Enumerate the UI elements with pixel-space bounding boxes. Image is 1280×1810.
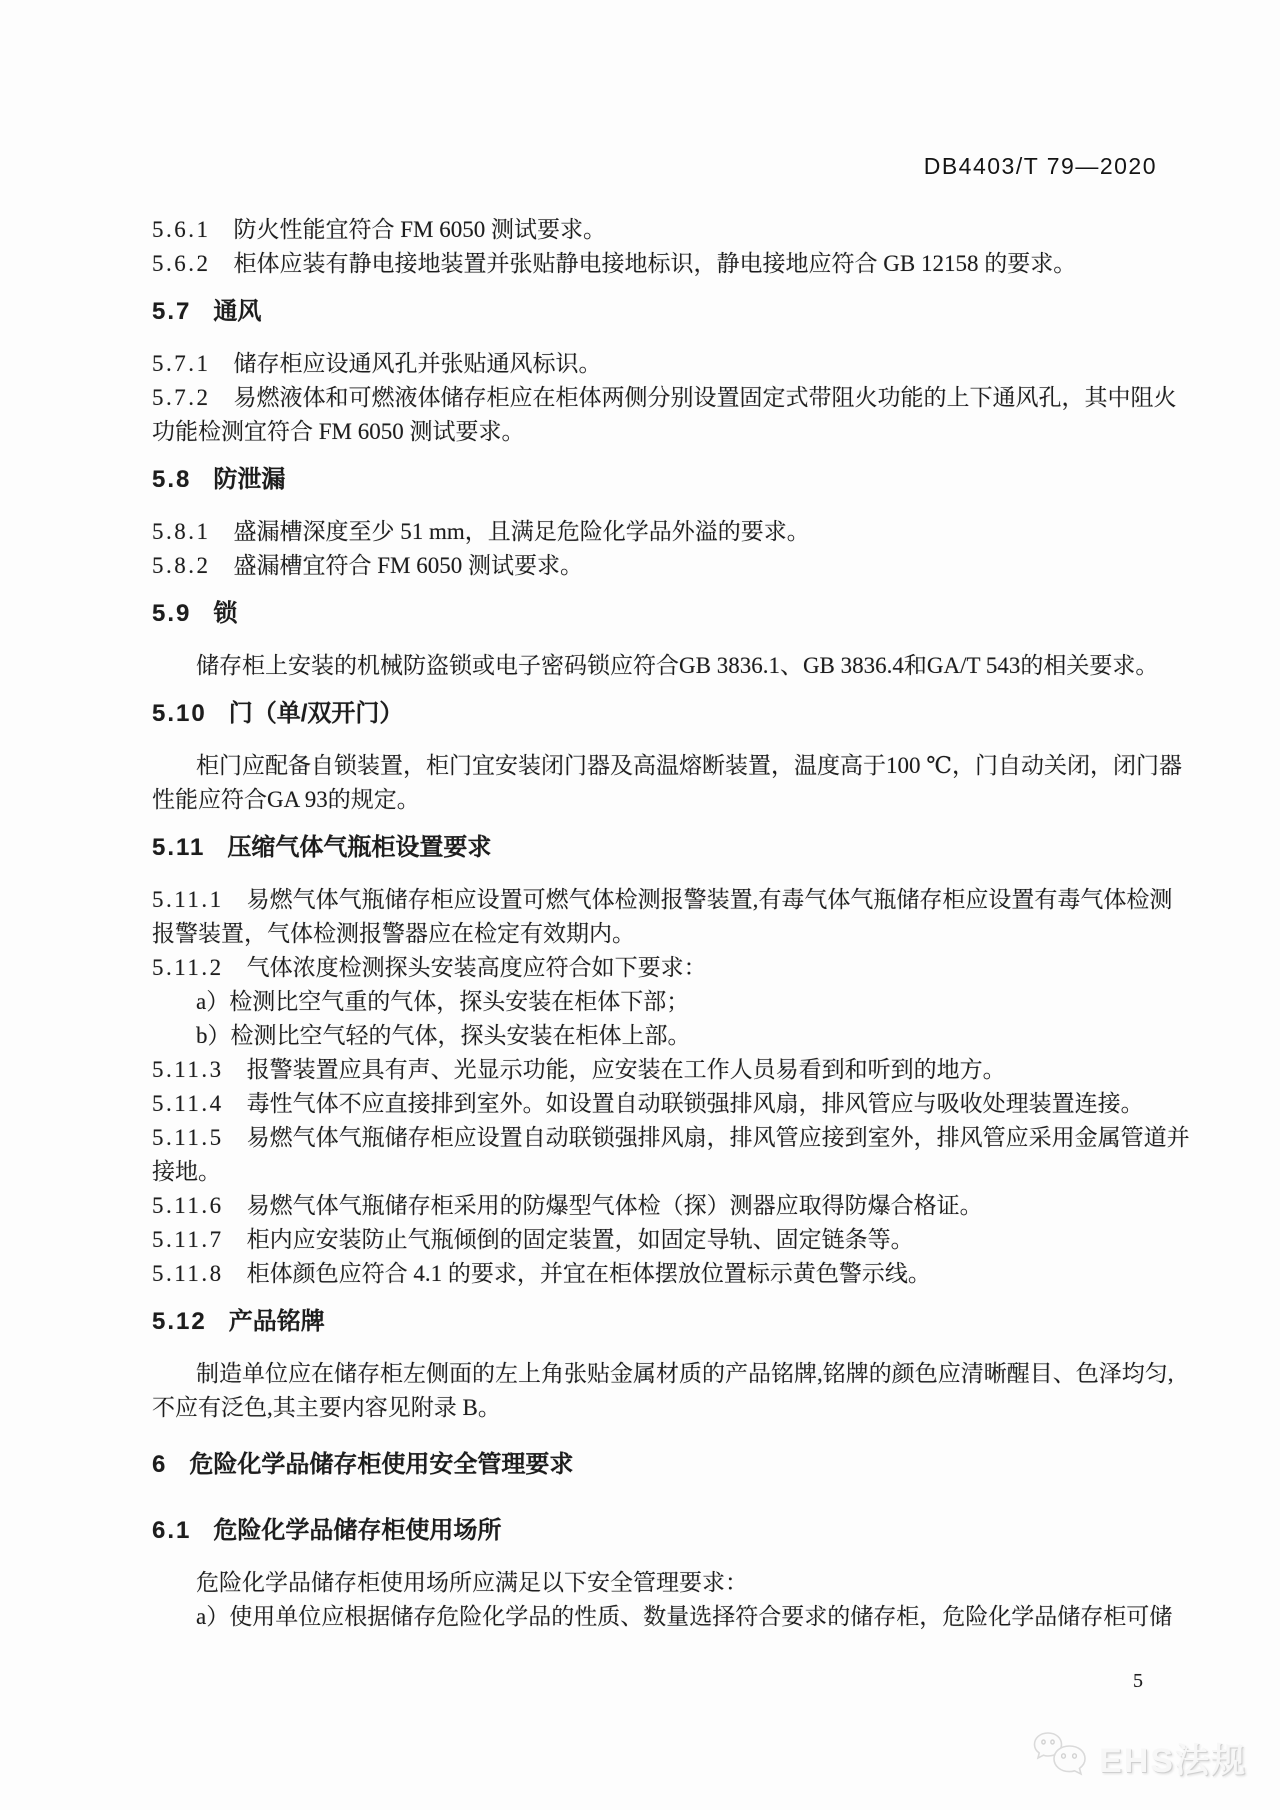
clause-5-8-1 (152, 515, 1157, 549)
list-item-a-6-1 (152, 1600, 1173, 1634)
line-text: 易燃液体和可燃液体储存柜应在柜体两侧分别设置固定式带阻火功能的上下通风孔，其中阻火 (233, 385, 1177, 410)
clause-5-8-2 (152, 549, 1157, 583)
line-text: 产品铭牌 (228, 1308, 325, 1335)
line-text: 危险化学品储存柜使用场所应满足以下安全管理要求： (196, 1570, 748, 1595)
clause-number: 5.7.2 (152, 385, 211, 410)
page-number: 5 (1133, 1670, 1143, 1692)
clause-5-11-1 (152, 883, 1173, 917)
line-text: 不应有泛色,其主要内容见附录 B。 (152, 1395, 501, 1420)
heading-5-8 (152, 463, 1157, 497)
clause-number: 5.11.3 (152, 1057, 224, 1082)
line-text: 盛漏槽宜符合 FM 6050 测试要求。 (233, 553, 583, 578)
clause-5-11-5 (152, 1121, 1190, 1155)
line-text: 柜体应装有静电接地装置并张贴静电接地标识，静电接地应符合 GB 12158 的要求。 (233, 251, 1077, 276)
clause-number: 6.1 (152, 1517, 192, 1544)
clause-number: 5.6.1 (152, 217, 211, 242)
list-item-a (152, 985, 1157, 1019)
clause-number: 6 (152, 1451, 168, 1478)
heading-5-9 (152, 597, 1157, 631)
para-5-10-cont (152, 783, 1157, 817)
line-text: 报警装置，气体检测报警器应在检定有效期内。 (152, 921, 635, 946)
para-5-12-cont (152, 1391, 1157, 1425)
line-text: 性能应符合GA 93的规定。 (152, 787, 420, 812)
clause-number: 5.11.6 (152, 1193, 224, 1218)
clause-number: 5.12 (152, 1308, 207, 1335)
standard-number-header: DB4403/T 79—2020 (923, 153, 1157, 179)
clause-5-7-1 (152, 347, 1157, 381)
clause-number: 5.10 (152, 700, 207, 727)
clause-number: 5.9 (152, 600, 192, 627)
line-text: 柜门应配备自锁装置，柜门宜安装闭门器及高温熔断装置，温度高于100 ℃，门自动关闭，闭门器 (196, 753, 1182, 778)
line-text: 功能检测宜符合 FM 6050 测试要求。 (152, 419, 525, 444)
heading-5-11 (152, 831, 1157, 865)
line-text: 盛漏槽深度至少 51 mm，且满足危险化学品外溢的要求。 (233, 519, 810, 544)
clause-number: 5.8.2 (152, 553, 211, 578)
clause-5-11-5-cont (152, 1155, 1157, 1189)
clause-number: 5.11.1 (152, 887, 224, 912)
heading-6 (152, 1448, 1157, 1482)
clause-5-7-2-cont (152, 415, 1157, 449)
list-item-b (152, 1019, 1157, 1053)
line-text: 易燃气体气瓶储存柜应设置自动联锁强排风扇，排风管应接到室外，排风管应采用金属管道并 (246, 1125, 1190, 1150)
clause-number: 5.11.2 (152, 955, 224, 980)
clause-5-11-1-cont (152, 917, 1157, 951)
heading-6-1 (152, 1514, 1157, 1548)
clause-number: 5.11.7 (152, 1227, 224, 1252)
line-text: 防火性能宜符合 FM 6050 测试要求。 (233, 217, 606, 242)
line-text: 报警装置应具有声、光显示功能，应安装在工作人员易看到和听到的地方。 (246, 1057, 1006, 1082)
para-6-1 (152, 1566, 1157, 1600)
clause-5-6-2 (152, 247, 1157, 281)
para-5-10 (152, 749, 1182, 783)
line-text: 锁 (213, 600, 238, 627)
watermark (1032, 1730, 1247, 1784)
document-body (152, 213, 1190, 1634)
line-text: 柜体颜色应符合 4.1 的要求，并宜在柜体摆放位置标示黄色警示线。 (246, 1261, 931, 1286)
clause-5-11-6 (152, 1189, 1157, 1223)
line-text: 储存柜上安装的机械防盗锁或电子密码锁应符合GB 3836.1、GB 3836.4和GA/T 543的相关要求。 (196, 653, 1159, 678)
clause-number: 5.11 (152, 834, 206, 861)
line-text: 门（单/双开门） (228, 700, 404, 727)
clause-5-11-7 (152, 1223, 1157, 1257)
document-content (152, 153, 1190, 1695)
line-text: a）检测比空气重的气体，探头安装在柜体下部； (196, 989, 690, 1014)
clause-5-11-3 (152, 1053, 1157, 1087)
line-text: 毒性气体不应直接排到室外。如设置自动联锁强排风扇，排风管应与吸收处理装置连接。 (246, 1091, 1144, 1116)
line-text: 储存柜应设通风孔并张贴通风标识。 (233, 351, 602, 376)
line-text: 易燃气体气瓶储存柜应设置可燃气体检测报警装置,有毒气体气瓶储存柜应设置有毒气体检测 (246, 887, 1173, 912)
heading-5-12 (152, 1305, 1157, 1339)
clause-5-11-2 (152, 951, 1157, 985)
clause-5-7-2 (152, 381, 1177, 415)
line-text: a）使用单位应根据储存危险化学品的性质、数量选择符合要求的储存柜，危险化学品储存柜可储 (196, 1604, 1173, 1629)
clause-5-11-8 (152, 1257, 1157, 1291)
line-text: 危险化学品储存柜使用安全管理要求 (189, 1451, 574, 1478)
clause-number: 5.7.1 (152, 351, 211, 376)
line-text: 压缩气体气瓶柜设置要求 (227, 834, 492, 861)
heading-5-7 (152, 295, 1157, 329)
line-text: 接地。 (152, 1159, 221, 1184)
watermark-label: EHS法规 (1099, 1741, 1247, 1780)
line-text: 危险化学品储存柜使用场所 (213, 1517, 502, 1544)
heading-5-10 (152, 697, 1157, 731)
line-text: 易燃气体气瓶储存柜采用的防爆型气体检（探）测器应取得防爆合格证。 (246, 1193, 983, 1218)
line-text: 通风 (213, 298, 262, 325)
clause-number: 5.11.4 (152, 1091, 224, 1116)
clause-number: 5.11.8 (152, 1261, 224, 1286)
line-text: 防泄漏 (213, 466, 286, 493)
clause-5-11-4 (152, 1087, 1157, 1121)
line-text: 柜内应安装防止气瓶倾倒的固定装置，如固定导轨、固定链条等。 (246, 1227, 914, 1252)
clause-number: 5.7 (152, 298, 192, 325)
line-text: b）检测比空气轻的气体，探头安装在柜体上部。 (196, 1023, 691, 1048)
clause-number: 5.8 (152, 466, 192, 493)
line-text: 制造单位应在储存柜左侧面的左上角张贴金属材质的产品铭牌,铭牌的颜色应清晰醒目、色泽均匀, (196, 1361, 1174, 1386)
clause-number: 5.6.2 (152, 251, 211, 276)
para-5-12 (152, 1357, 1174, 1391)
para-5-9 (152, 649, 1157, 683)
clause-number: 5.11.5 (152, 1125, 224, 1150)
wechat-icon (1032, 1730, 1090, 1784)
clause-5-6-1 (152, 213, 1157, 247)
clause-number: 5.8.1 (152, 519, 211, 544)
line-text: 气体浓度检测探头安装高度应符合如下要求： (246, 955, 707, 980)
